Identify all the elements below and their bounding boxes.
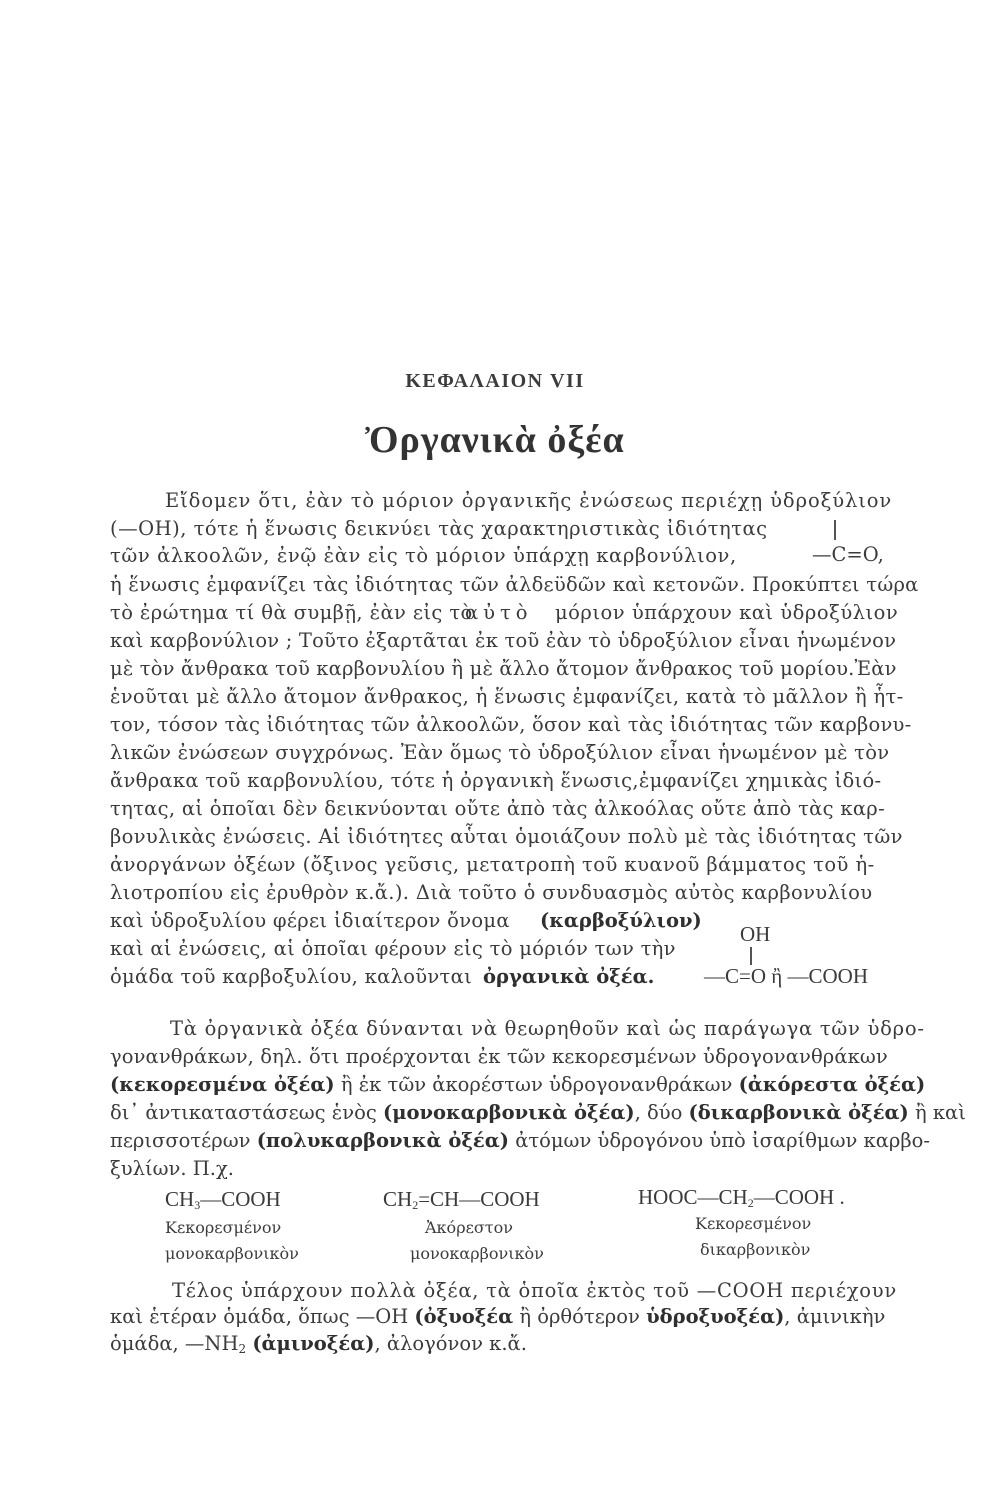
example-caption-3a: Κεκορεσμένον <box>695 1214 812 1233</box>
formula-1-part-b: —COOH <box>200 1187 281 1211</box>
paragraph-3-line-2-text-b: ἢ ὀρθότερον <box>519 1305 640 1328</box>
paragraph-3-line-2-text-a: καὶ ἑτέραν ὁμάδα, ὅπως —OH <box>110 1305 409 1328</box>
carboxyl-term-text: (καρβοξύλιον) <box>540 909 702 932</box>
nh2-subscript: 2 <box>238 1342 247 1356</box>
paragraph-1-line-15: λιοτροπίου εἰς ἐρυθρὸν κ.ἄ.). Διὰ τοῦτο ὁ συνδυασμὸς αὐτὸς καρβονυλίου <box>110 881 873 904</box>
paragraph-3-line-2-text-c: , ἀμινικὴν <box>784 1305 886 1328</box>
formula-2-part-a: CH <box>383 1187 413 1211</box>
unsaturated-acids-term: (ἀκόρεστα ὀξέα) <box>738 1073 926 1096</box>
carboxyl-formula: —C=O ἢ —COOH <box>704 964 869 988</box>
paragraph-2-line-2: γονανθράκων, δηλ. ὅτι προέρχονται ἐκ τῶν κεκορεσμένων ὑδρογονανθράκων <box>110 1045 888 1068</box>
formula-3-part-a: HOOC—CH <box>638 1185 748 1209</box>
example-formula-1 <box>165 1187 281 1213</box>
spaced-word: αὐτὸ <box>465 601 533 624</box>
paragraph-1-line-7: μὲ τὸν ἄνθρακα τοῦ καρβονυλίου ἢ μὲ ἄλλο ἄτομον ἄνθρακος τοῦ μορίου.Ἐὰν <box>110 657 897 680</box>
formula-1-subscript: 3 <box>194 1198 201 1212</box>
formula-1-part-a: CH <box>165 1187 195 1211</box>
saturated-acids-term: (κεκορεσμένα ὀξέα) <box>110 1073 335 1096</box>
carbonyl-formula: —C=O, <box>812 543 884 566</box>
paragraph-2-line-5-text-b: ἀτόμων ὑδρογόνου ὑπὸ ἰσαρίθμων καρβο- <box>515 1129 930 1152</box>
paragraph-1-line-2: (—OH), τότε ἡ ἕνωσις δεικνύει τὰς χαρακτηριστικὰς ἰδιότητας <box>110 517 768 540</box>
example-caption-2b: μονοκαρβονικὸν <box>410 1244 544 1263</box>
paragraph-1-line-8: ἑνοῦται μὲ ἄλλο ἄτομον ἄνθρακος, ἡ ἕνωσις ἐμφανίζει, κατὰ τὸ μᾶλλον ἢ ἧτ- <box>110 685 904 708</box>
oh-group: OH <box>740 922 771 946</box>
paragraph-1-line-12: τητας, αἱ ὁποῖαι δὲν δεικνύονται οὔτε ἀπὸ τὰς ἀλκοόλας οὔτε ἀπὸ τὰς καρ- <box>110 797 885 820</box>
dicarboxylic-acids-term: (δικαρβονικὰ ὀξέα) <box>688 1101 909 1124</box>
paragraph-1-line-11: ἄνθρακα τοῦ καρβονυλίου, τότε ἡ ὀργανικὴ ἕνωσις,ἐμφανίζει χημικὰς ἰδιό- <box>110 769 882 792</box>
formula-3-part-b: —COOH . <box>753 1185 845 1209</box>
page-title: Ὀργανικὰ ὀξέα <box>365 419 625 461</box>
paragraph-1-line-4: ἡ ἕνωσις ἐμφανίζει τὰς ἰδιότητας τῶν ἀλδεϋδῶν καὶ κετονῶν. Προκύπτει τώρα <box>110 573 919 596</box>
paragraph-1-line-1: Εἴδομεν ὅτι, ἐὰν τὸ μόριον ὀργανικῆς ἐνώσεως περιέχῃ ὑδροξύλιον <box>165 489 893 512</box>
polycarboxylic-acids-term: (πολυκαρβονικὰ ὀξέα) <box>256 1129 509 1152</box>
paragraph-2-line-4-text-a: δι᾽ ἀντικαταστάσεως ἑνὸς <box>110 1101 377 1124</box>
paragraph-1-line-3: τῶν ἀλκοολῶν, ἐνῷ ἐὰν εἰς τὸ μόριον ὑπάρχῃ καρβονύλιον, <box>110 544 737 567</box>
paragraph-3-line-3 <box>110 1331 910 1362</box>
paragraph-1-line-14: ἀνοργάνων ὀξέων (ὄξινος γεῦσις, μετατροπὴ τοῦ κυανοῦ βάμματος τοῦ ἡ- <box>110 853 875 876</box>
paragraph-1-line-18: ὁμάδα τοῦ καρβοξυλίου, καλοῦνται <box>110 965 473 988</box>
paragraph-2-line-5-text-a: περισσοτέρων <box>110 1129 251 1152</box>
formula-2-subscript: 2 <box>412 1198 419 1212</box>
oxy-acids-term: (ὀξυοξέα <box>414 1305 514 1328</box>
example-caption-2a: Ἀκόρεστον <box>425 1218 514 1237</box>
paragraph-3-line-3-text-a: ὁμάδα, —NH <box>110 1332 239 1355</box>
paragraph-3-line-3-text-b: , ἀλογόνον κ.ἄ. <box>374 1332 527 1355</box>
paragraph-1-line-10: λικῶν ἐνώσεων συγχρόνως. Ἐὰν ὅμως τὸ ὑδροξύλιον εἶναι ἡνωμένον μὲ τὸν <box>110 741 890 764</box>
organic-acids-term-text: ὀργανικὰ ὀξέα. <box>483 965 655 988</box>
formula-3-subscript: 2 <box>747 1196 754 1210</box>
paragraph-2-line-3 <box>110 1072 926 1098</box>
paragraph-2-line-3-text: ἢ ἐκ τῶν ἀκορέστων ὑδρογονανθράκων <box>340 1073 733 1096</box>
paragraph-2-line-5 <box>110 1128 930 1154</box>
paragraph-2-line-4-text-b: , δύο <box>634 1101 683 1124</box>
formula-2-part-b: =CH—COOH <box>418 1187 540 1211</box>
paragraph-2-line-4 <box>110 1100 966 1126</box>
paragraph-2-line-4-text-c: ἢ καὶ <box>914 1101 966 1124</box>
paragraph-2-line-1: Τὰ ὀργανικὰ ὀξέα δύνανται νὰ θεωρηθοῦν καὶ ὡς παράγωγα τῶν ὑδρο- <box>170 1017 925 1040</box>
example-caption-1b: μονοκαρβονικὸν <box>165 1244 299 1263</box>
bond-line-2 <box>750 947 752 965</box>
paragraph-3-line-2 <box>110 1304 910 1330</box>
paragraph-3-line-1: Τέλος ὑπάρχουν πολλὰ ὀξέα, τὰ ὁποῖα ἐκτὸς τοῦ —COOH περιέχουν <box>172 1279 897 1302</box>
paragraph-1-line-5b: μόριον ὑπάρχουν καὶ ὑδροξύλιον <box>555 601 899 624</box>
carboxyl-term <box>540 908 710 934</box>
example-caption-1a: Κεκορεσμένον <box>165 1218 282 1237</box>
paragraph-1-line-16: καὶ ὑδροξυλίου φέρει ἰδιαίτερον ὄνομα <box>110 909 510 932</box>
example-caption-3b: δικαρβονικὸν <box>700 1240 811 1259</box>
example-formula-2 <box>383 1187 540 1213</box>
hydroxy-acids-term: ὑδροξυοξέα) <box>646 1305 785 1328</box>
paragraph-1-line-13: βονυλικὰς ἐνώσεις. Αἱ ἰδιότητες αὗται ὁμοιάζουν πολὺ μὲ τὰς ἰδιότητας τῶν <box>110 825 903 848</box>
paragraph-2-line-6: ξυλίων. Π.χ. <box>110 1157 234 1180</box>
chapter-heading: ΚΕΦΑΛΑΙΟΝ VII <box>405 370 585 392</box>
example-formula-3 <box>638 1185 845 1211</box>
amino-acids-term: (ἀμινοξέα) <box>252 1332 375 1355</box>
monocarboxylic-acids-term: (μονοκαρβονικὰ ὀξέα) <box>383 1101 635 1124</box>
paragraph-1-line-6: καὶ καρβονύλιον ; Τοῦτο ἐξαρτᾶται ἐκ τοῦ ἐὰν τὸ ὑδροξύλιον εἶναι ἡνωμένον <box>110 629 897 652</box>
paragraph-1-line-9: τον, τόσον τὰς ἰδιότητας τῶν ἀλκοολῶν, ὅσον καὶ τὰς ἰδιότητας τῶν καρβονυ- <box>110 713 912 736</box>
paragraph-1-line-5a: τὸ ἐρώτημα τί θὰ συμβῇ, ἐὰν εἰς τὸ <box>110 601 473 624</box>
bond-line-1 <box>834 520 836 540</box>
paragraph-1-line-17: καὶ αἱ ἐνώσεις, αἱ ὁποῖαι φέρουν εἰς τὸ μόριόν των τὴν <box>110 937 676 960</box>
organic-acids-term <box>483 964 655 990</box>
